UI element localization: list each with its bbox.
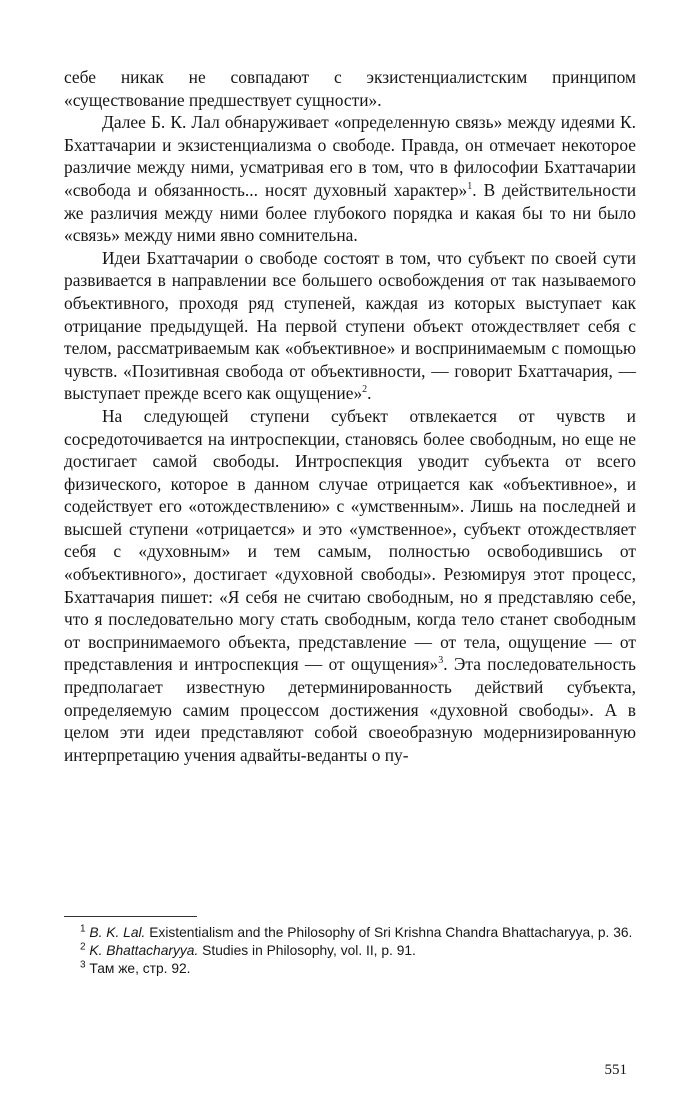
paragraph-text: На следующей ступени субъект отвлекается от чувств и сосредоточивается на интроспекции, становясь более свободным, но еще не достигает самой свободы. Интроспекция уводит субъекта от всего физического, которое в данном случае отрицается как «объективное», и содействует его «отождествлению» с «умственным». Лишь на последней и высшей ступени «отрицается» и это «умственное», субъект отождествляет себя с «духовным» и тем самым, полностью освободившись от «объективного», достигает «духовной свободы». Резюмируя этот процесс, Бхаттачария пишет: «Я себя не считаю свободным, но я представляю себе, что я последовательно могу стать свободным, когда тело станет свободным от воспринимаемого объекта, представление — от тела, ощущение — от представления и интроспекция — от ощущения» <box>64 405 636 675</box>
paragraph <box>64 405 636 767</box>
paragraph <box>64 247 636 405</box>
paragraph-text: . <box>367 383 372 404</box>
footnote-author: B. K. Lal. <box>89 925 146 940</box>
footnote-text: Studies in Philosophy, vol. II, p. 91. <box>202 943 416 958</box>
paragraph-text: Далее Б. К. Лал обнаруживает «определенную связь» между идеями К. Бхаттачарии и экзистенциализма о свободе. Правда, он отмечает некоторое различие между ними, усматривая его в том, что в философии Бхаттачарии «свобода и обязанность... носят духовный характер» <box>64 112 636 200</box>
paragraph-text: Идеи Бхаттачарии о свободе состоят в том, что субъект по своей сути развивается в направлении все большего освобождения от так называемого объективного, проходя ряд ступеней, каждая из которых выступает как отрицание предыдущей. На первой ступени объект отождествляет себя с телом, рассматриваемым как «объективное» и воспринимаемым с помощью чувств. «Позитивная свобода от объективности, — говорит Бхаттачария, — выступает прежде всего как ощущение» <box>64 247 636 404</box>
footnote-author: K. Bhattacharyya. <box>89 943 199 958</box>
footnote-ref: 1 <box>467 181 473 193</box>
footnote-number: 2 <box>80 941 86 953</box>
footnote-text: Там же, стр. 92. <box>89 961 191 976</box>
footnote-number: 3 <box>80 959 86 971</box>
paragraph <box>64 66 636 111</box>
paragraph-text: . В действительности же различия между ними более глубокого порядка и какая бы то ни было «связь» между ними явно сомнительна. <box>64 179 637 246</box>
footnote-number: 1 <box>80 923 86 935</box>
footnote-ref: 2 <box>362 384 368 396</box>
footnote-ref: 3 <box>438 655 444 667</box>
footnote <box>64 960 636 978</box>
paragraph-text: . Эта последовательность предполагает известную детерминированность действий субъекта, определяемую самим процессом достижения «духовной свободы». А в целом эти идеи представляют собой своеобразную модернизированную интерпретацию учения адвайты-веданты о пу- <box>64 654 636 765</box>
main-text <box>64 66 636 766</box>
footnote <box>64 942 636 960</box>
paragraph-text: себе никак не совпадают с экзистенциалистским принципом «существование предшествует сущности». <box>64 67 636 110</box>
footnote-text: Existentialism and the Philosophy of Sri Krishna Chandra Bhattacharyya, p. 36. <box>149 925 633 940</box>
footnote <box>64 924 636 942</box>
paragraph <box>64 111 636 247</box>
footnote-divider <box>64 916 197 917</box>
footnotes <box>64 924 636 978</box>
page-number: 551 <box>604 1062 627 1078</box>
